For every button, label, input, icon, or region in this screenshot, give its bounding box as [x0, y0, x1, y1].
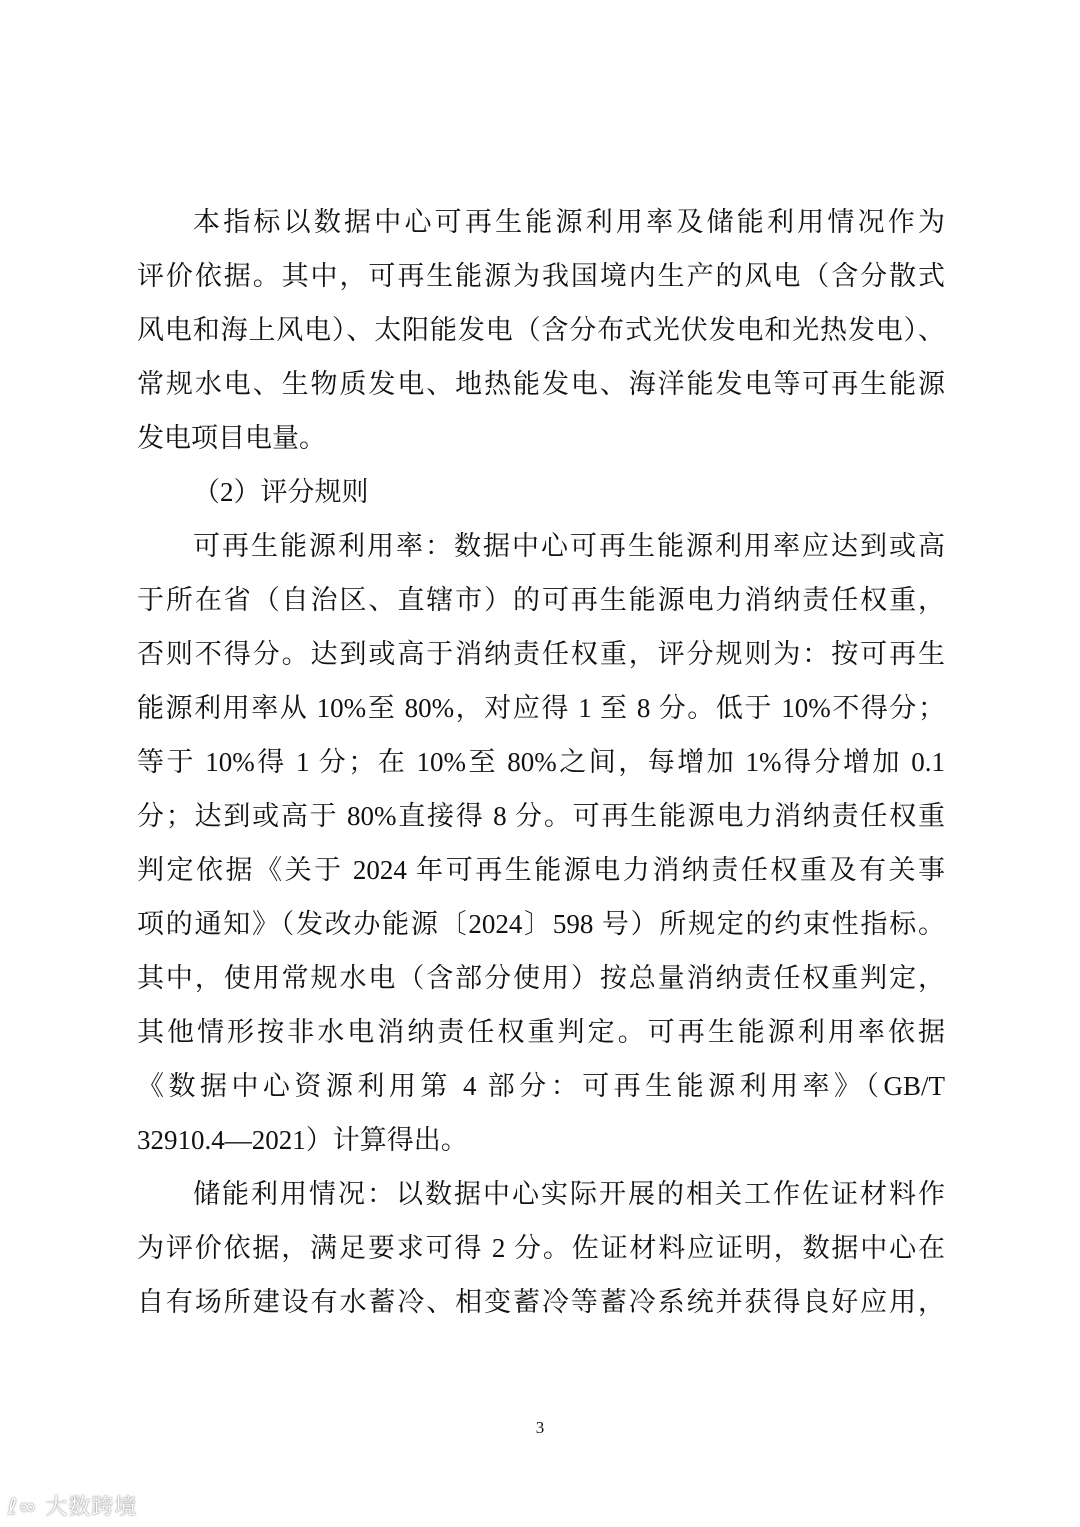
- paragraph-line: 其他情形按非水电消纳责任权重判定。可再生能源利用率依据: [137, 1017, 945, 1047]
- paragraph-line: 其中，使用常规水电（含部分使用）按总量消纳责任权重判定，: [137, 963, 945, 993]
- paragraph-line: 能源利用率从 10%至 80%，对应得 1 至 8 分。低于 10%不得分；: [137, 693, 945, 723]
- document-body: [137, 195, 945, 1329]
- paragraph-line: 为评价依据，满足要求可得 2 分。佐证材料应证明，数据中心在: [137, 1233, 945, 1263]
- paragraph-line: 风电和海上风电）、太阳能发电（含分布式光伏发电和光热发电）、: [137, 315, 945, 345]
- paragraph-line: 《数据中心资源利用第 4 部分：可再生能源利用率》（GB/T: [137, 1071, 945, 1101]
- watermark-logo: [8, 1490, 137, 1521]
- paragraph-line: 于所在省（自治区、直辖市）的可再生能源电力消纳责任权重，: [137, 585, 945, 615]
- paragraph-line: 等于 10%得 1 分；在 10%至 80%之间，每增加 1%得分增加 0.1: [137, 747, 945, 777]
- paragraph-line: 32910.4—2021）计算得出。: [137, 1125, 468, 1155]
- paragraph-line: 项的通知》（发改办能源〔2024〕598 号）所规定的约束性指标。: [137, 909, 945, 939]
- paragraph-line: 否则不得分。达到或高于消纳责任权重，评分规则为：按可再生: [137, 639, 945, 669]
- paragraph-line: 储能利用情况：以数据中心实际开展的相关工作佐证材料作: [193, 1179, 945, 1209]
- paragraph-line: 可再生能源利用率：数据中心可再生能源利用率应达到或高: [193, 531, 945, 561]
- watermark-icon: ℓ∞: [8, 1495, 38, 1520]
- watermark-text: 大数跨境: [45, 1495, 138, 1520]
- paragraph-line: 发电项目电量。: [137, 423, 326, 453]
- paragraph-line: 判定依据《关于 2024 年可再生能源电力消纳责任权重及有关事: [137, 855, 945, 885]
- paragraph-line: 常规水电、生物质发电、地热能发电、海洋能发电等可再生能源: [137, 369, 945, 399]
- paragraph-line: 自有场所建设有水蓄冷、相变蓄冷等蓄冷系统并获得良好应用，: [137, 1287, 945, 1317]
- section-heading: （2）评分规则: [193, 477, 369, 507]
- paragraph-line: 评价依据。其中，可再生能源为我国境内生产的风电（含分散式: [137, 261, 945, 291]
- page-number: 3: [535, 1418, 545, 1437]
- paragraph-line: 本指标以数据中心可再生能源利用率及储能利用情况作为: [193, 207, 945, 237]
- paragraph-line: 分；达到或高于 80%直接得 8 分。可再生能源电力消纳责任权重: [137, 801, 945, 831]
